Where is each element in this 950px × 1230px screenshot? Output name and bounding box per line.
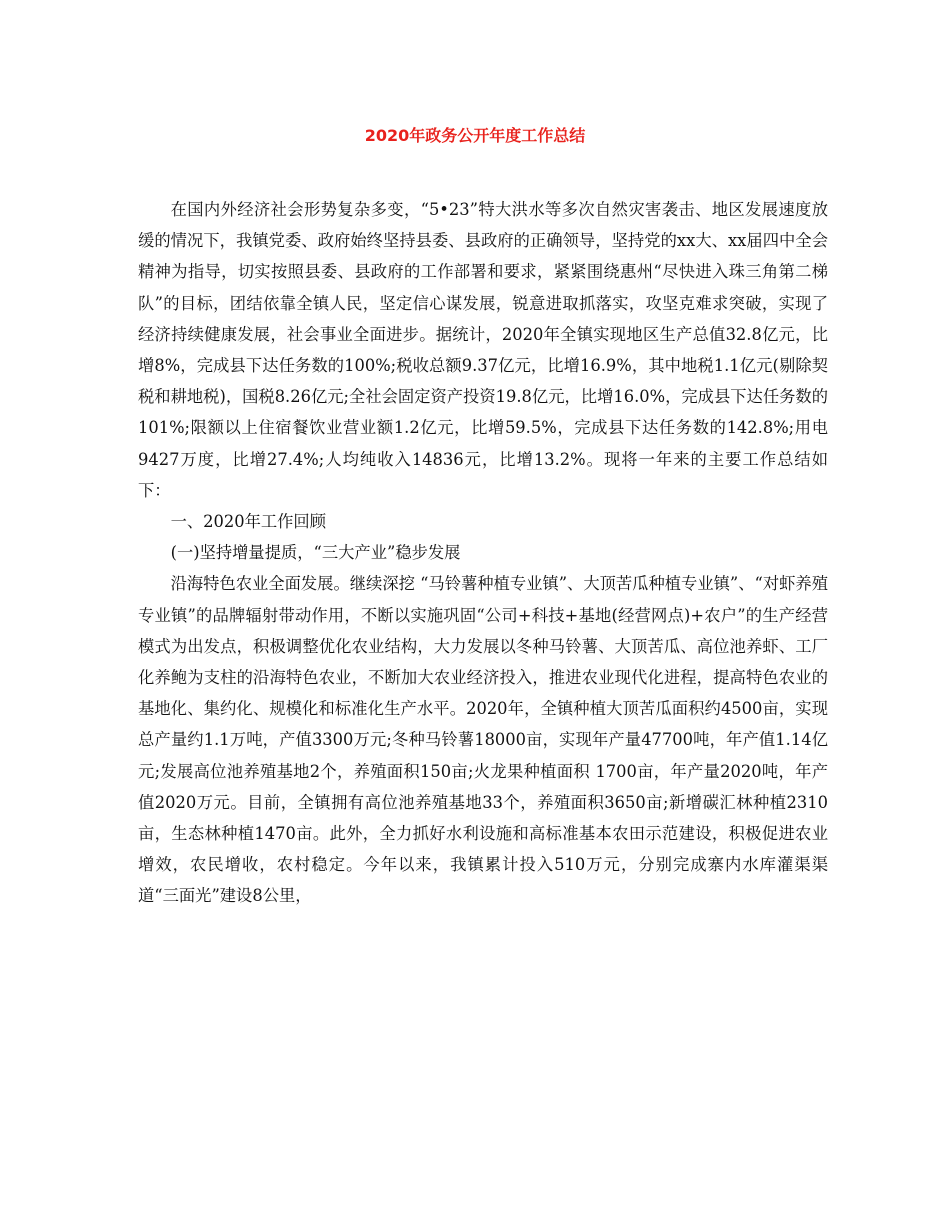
paragraph-agriculture: 沿海特色农业全面发展。继续深挖 “马铃薯种植专业镇”、大顶苦瓜种植专业镇”、“对虾养殖专业镇”的品牌辐射带动作用，不断以实施巩固“公司+科技+基地(经营网点)+农户”的生产经营模式为出发点，积极调整优化农业结构，大力发展以冬种马铃薯、大顶苦瓜、高位池养虾、工厂化养鲍为支柱的沿海特色农业，不断加大农业经济投入，推进农业现代化进程，提高特色农业的基地化、集约化、规模化和标准化生产水平。2020年，全镇种植大顶苦瓜面积约4500亩，实现总产量约1.1万吨，产值3300万元;冬种马铃薯18000亩，实现年产量47700吨，年产值1.14亿元;发展高位池养殖基地2个，养殖面积150亩;火龙果种植面积 1700亩，年产量2020吨，年产值2020万元。目前，全镇拥有高位池养殖基地33个，养殖面积3650亩;新增碳汇林种植2310亩，生态林种植1470亩。此外，全力抓好水利设施和高标准基本农田示范建设，积极促进农业增效，农民增收，农村稳定。今年以来，我镇累计投入510万元，分别完成寨内水库灌渠渠道“三面光”建设8公里， — [138, 574, 828, 906]
document-body — [138, 194, 828, 912]
document-title: 2020年政务公开年度工作总结 — [364, 126, 586, 145]
heading-section-1: 一、2020年工作回顾 — [170, 512, 326, 532]
heading-subsection-1: (一)坚持增量提质，“三大产业”稳步发展 — [170, 543, 461, 563]
paragraph-intro: 在国内外经济社会形势复杂多变，“5•23”特大洪水等多次自然灾害袭击、地区发展速度放缓的情况下，我镇党委、政府始终坚持县委、县政府的正确领导，坚持党的xx大、xx届四中全会精神为指导，切实按照县委、县政府的工作部署和要求，紧紧围绕惠州“尽快进入珠三角第二梯队”的目标，团结依靠全镇人民，坚定信心谋发展，锐意进取抓落实，攻坚克难求突破，实现了经济持续健康发展，社会事业全面进步。据统计，2020年全镇实现地区生产总值32.8亿元，比增8%，完成县下达任务数的100%;税收总额9.37亿元，比增16.9%，其中地税1.1亿元(剔除契税和耕地税)，国税8.26亿元;全社会固定资产投资19.8亿元，比增16.0%，完成县下达任务数的101%;限额以上住宿餐饮业营业额1.2亿元，比增59.5%，完成县下达任务数的142.8%;用电9427万度，比增27.4%;人均纯收入14836元，比增13.2%。现将一年来的主要工作总结如下： — [138, 200, 828, 500]
